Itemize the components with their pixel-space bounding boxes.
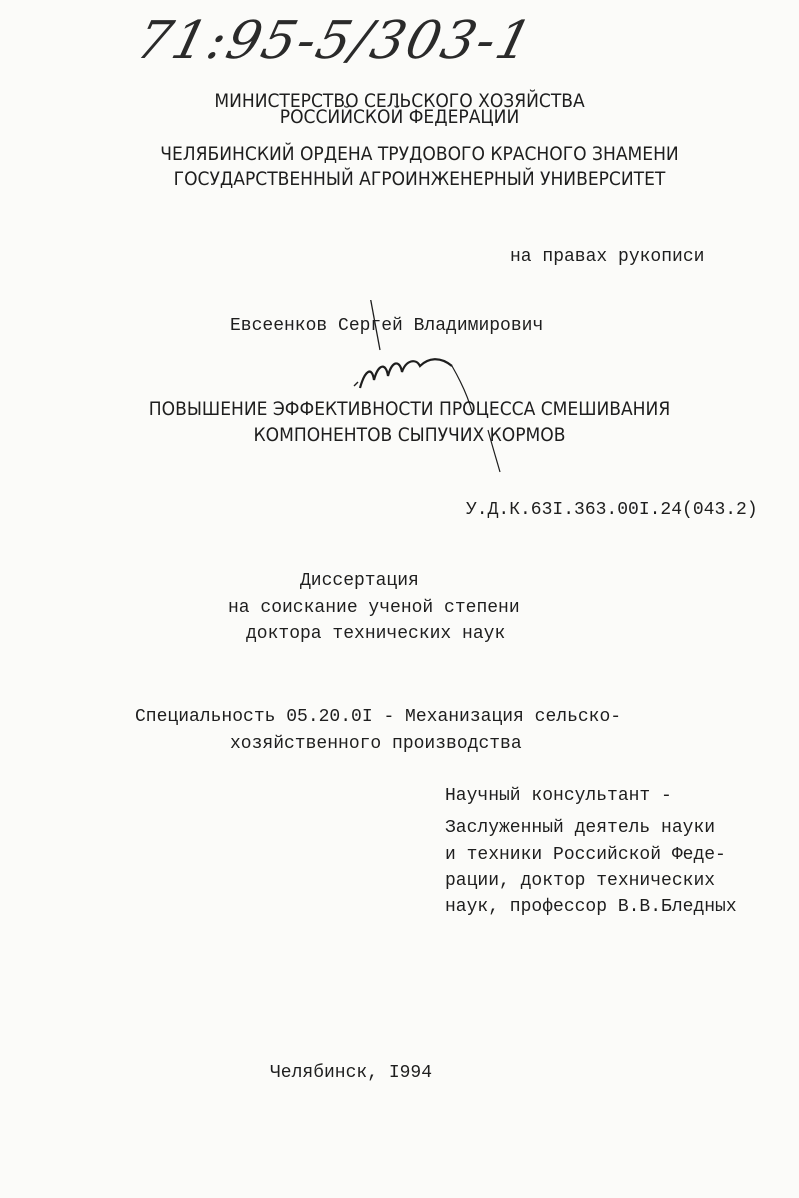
author-name: Евсеенков Сергей Владимирович xyxy=(230,316,544,336)
title-line-2: КОМПОНЕНТОВ СЫПУЧИХ КОРМОВ xyxy=(253,424,566,446)
consultant-line-2: и техники Российской Феде- xyxy=(445,845,726,865)
signature xyxy=(340,300,520,480)
dissertation-label: Диссертация xyxy=(300,571,419,591)
catalog-number: 71:95-5/303-1 xyxy=(130,11,540,71)
ministry-line-1: МИНИСТЕРСТВО СЕЛЬСКОГО ХОЗЯЙСТВА xyxy=(214,90,585,112)
title-line-1: ПОВЫШЕНИЕ ЭФФЕКТИВНОСТИ ПРОЦЕССА СМЕШИВАНИЯ xyxy=(148,398,671,420)
udc-code: У.Д.К.63I.363.00I.24(043.2) xyxy=(466,500,758,520)
city-year: Челябинск, I994 xyxy=(270,1063,433,1083)
dissertation-field: доктора технических наук xyxy=(246,624,506,644)
ministry-line-2: РОССИЙСКОЙ ФЕДЕРАЦИИ xyxy=(279,106,520,128)
consultant-line-4: наук, профессор В.В.Бледных xyxy=(445,897,737,917)
university-line-1: ЧЕЛЯБИНСКИЙ ОРДЕНА ТРУДОВОГО КРАСНОГО ЗНАМЕНИ xyxy=(160,143,679,165)
specialty-line-2: хозяйственного производства xyxy=(230,734,522,754)
consultant-line-1: Заслуженный деятель науки xyxy=(445,818,716,838)
consultant-line-3: рации, доктор технических xyxy=(445,871,716,891)
consultant-heading: Научный консультант - xyxy=(445,786,672,806)
dissertation-degree: на соискание ученой степени xyxy=(228,598,520,618)
specialty-line-1: Специальность 05.20.0I - Механизация сельско- xyxy=(135,707,622,727)
manuscript-note: на правах рукописи xyxy=(510,247,705,267)
university-line-2: ГОСУДАРСТВЕННЫЙ АГРОИНЖЕНЕРНЫЙ УНИВЕРСИТЕТ xyxy=(173,168,666,190)
